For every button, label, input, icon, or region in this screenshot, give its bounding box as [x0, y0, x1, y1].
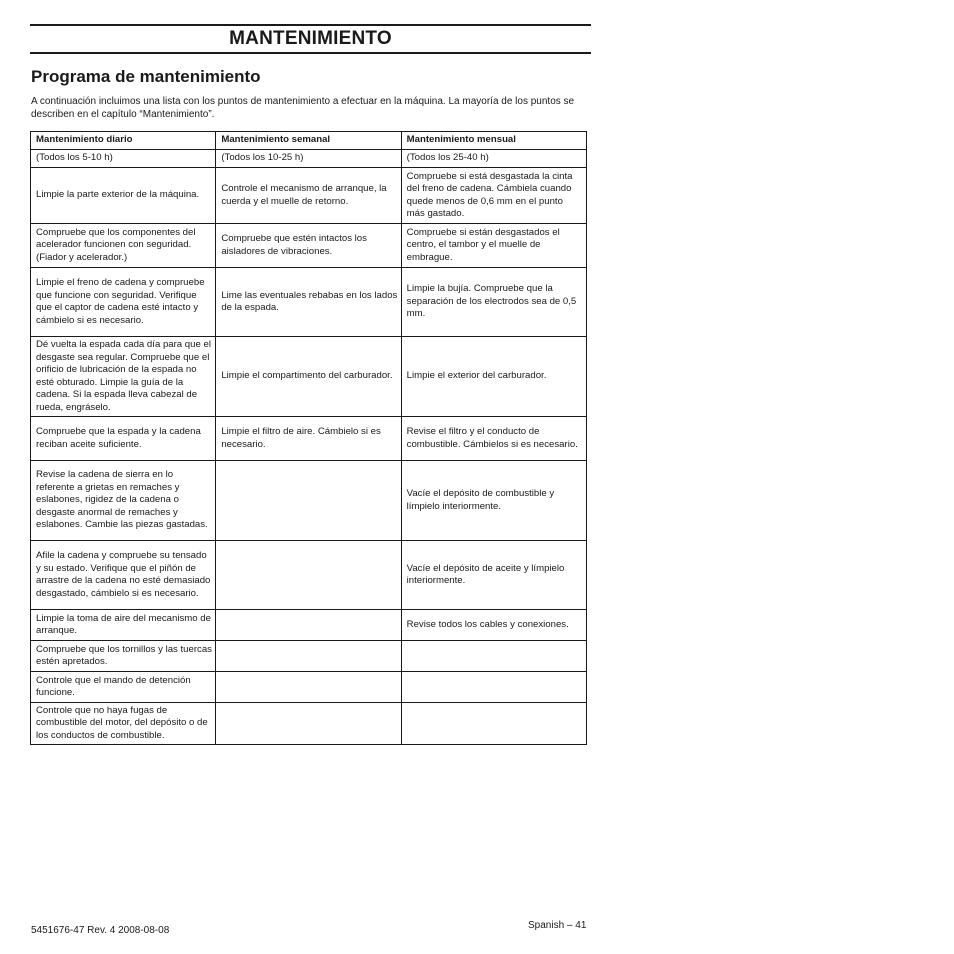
- cell-weekly: [216, 703, 401, 745]
- cell-weekly: Compruebe que estén intactos los aisladores de vibraciones.: [216, 224, 401, 268]
- cell-daily: Limpie el freno de cadena y compruebe que funcione con seguridad. Verifique que el captor de cadena esté intacto y cámbielo si es necesario.: [31, 268, 216, 337]
- document-id: 5451676-47 Rev. 4 2008-08-08: [31, 925, 170, 936]
- maintenance-table: [30, 131, 587, 745]
- page-title: Programa de mantenimiento: [31, 67, 261, 86]
- section-heading: MANTENIMIENTO: [229, 28, 392, 49]
- table-row: [31, 672, 587, 703]
- cell-weekly: Lime las eventuales rebabas en los lados de la espada.: [216, 268, 401, 337]
- table-row: [31, 461, 587, 541]
- cell-daily: Compruebe que los componentes del acelerador funcionen con seguridad. (Fiador y acelerador.): [31, 224, 216, 268]
- cell-weekly: Controle el mecanismo de arranque, la cuerda y el muelle de retorno.: [216, 168, 401, 224]
- cell-monthly: Compruebe si está desgastada la cinta del freno de cadena. Cámbiela cuando quede menos de 0,6 mm en el punto más gastado.: [401, 168, 586, 224]
- header-daily: Mantenimiento diario: [31, 132, 216, 150]
- section-heading-bar: [30, 24, 591, 54]
- cell-daily: Controle que el mando de detención funcione.: [31, 672, 216, 703]
- cell-monthly: Compruebe si están desgastados el centro, el tambor y el muelle de embrague.: [401, 224, 586, 268]
- table-header-row: [31, 132, 587, 150]
- page-number: Spanish – 41: [528, 920, 587, 931]
- cell-daily: Afile la cadena y compruebe su tensado y su estado. Verifique que el piñón de arrastre de la cadena no esté demasiado desgastado, cámbielo si es necesario.: [31, 541, 216, 610]
- table-row: [31, 224, 587, 268]
- table-row: [31, 168, 587, 224]
- table-row: [31, 337, 587, 417]
- cell-weekly: [216, 672, 401, 703]
- cell-weekly: [216, 641, 401, 672]
- cell-monthly: [401, 703, 586, 745]
- cell-monthly: Vacíe el depósito de aceite y límpielo interiormente.: [401, 541, 586, 610]
- cell-monthly: Revise el filtro y el conducto de combustible. Cámbielos si es necesario.: [401, 417, 586, 461]
- cell-monthly: Vacíe el depósito de combustible y límpielo interiormente.: [401, 461, 586, 541]
- cell-weekly: [216, 610, 401, 641]
- cell-monthly: [401, 672, 586, 703]
- table-row: [31, 610, 587, 641]
- table-row: [31, 641, 587, 672]
- table-row: [31, 268, 587, 337]
- cell-weekly: [216, 461, 401, 541]
- table-row: [31, 150, 587, 168]
- cell-weekly: [216, 541, 401, 610]
- table-row: [31, 541, 587, 610]
- cell-daily: Limpie la parte exterior de la máquina.: [31, 168, 216, 224]
- cell-daily: Controle que no haya fugas de combustible del motor, del depósito o de los conductos de combustible.: [31, 703, 216, 745]
- header-monthly: Mantenimiento mensual: [401, 132, 586, 150]
- intro-paragraph: A continuación incluimos una lista con los puntos de mantenimiento a efectuar en la máquina. La mayoría de los puntos se describen en el capítulo “Mantenimiento”.: [31, 96, 575, 120]
- table-row: [31, 417, 587, 461]
- cell-weekly: Limpie el filtro de aire. Cámbielo si es necesario.: [216, 417, 401, 461]
- cell-monthly: Revise todos los cables y conexiones.: [401, 610, 586, 641]
- cell-monthly: (Todos los 25-40 h): [401, 150, 586, 168]
- cell-weekly: (Todos los 10-25 h): [216, 150, 401, 168]
- header-weekly: Mantenimiento semanal: [216, 132, 401, 150]
- cell-daily: Revise la cadena de sierra en lo referente a grietas en remaches y eslabones, rigidez de la cadena o desgaste anormal de remaches y eslabones. Cambie las piezas gastadas.: [31, 461, 216, 541]
- table-row: [31, 703, 587, 745]
- cell-monthly: [401, 641, 586, 672]
- cell-daily: Limpie la toma de aire del mecanismo de arranque.: [31, 610, 216, 641]
- cell-weekly: Limpie el compartimento del carburador.: [216, 337, 401, 417]
- cell-daily: Compruebe que la espada y la cadena reciban aceite suficiente.: [31, 417, 216, 461]
- cell-daily: (Todos los 5-10 h): [31, 150, 216, 168]
- cell-monthly: Limpie la bujía. Compruebe que la separación de los electrodos sea de 0,5 mm.: [401, 268, 586, 337]
- cell-monthly: Limpie el exterior del carburador.: [401, 337, 586, 417]
- cell-daily: Compruebe que los tornillos y las tuercas estén apretados.: [31, 641, 216, 672]
- cell-daily: Dé vuelta la espada cada día para que el desgaste sea regular. Compruebe que el orificio de lubricación de la espada no esté obturado. Limpie la guía de la cadena. Si la espada lleva cabezal de rueda, engráselo.: [31, 337, 216, 417]
